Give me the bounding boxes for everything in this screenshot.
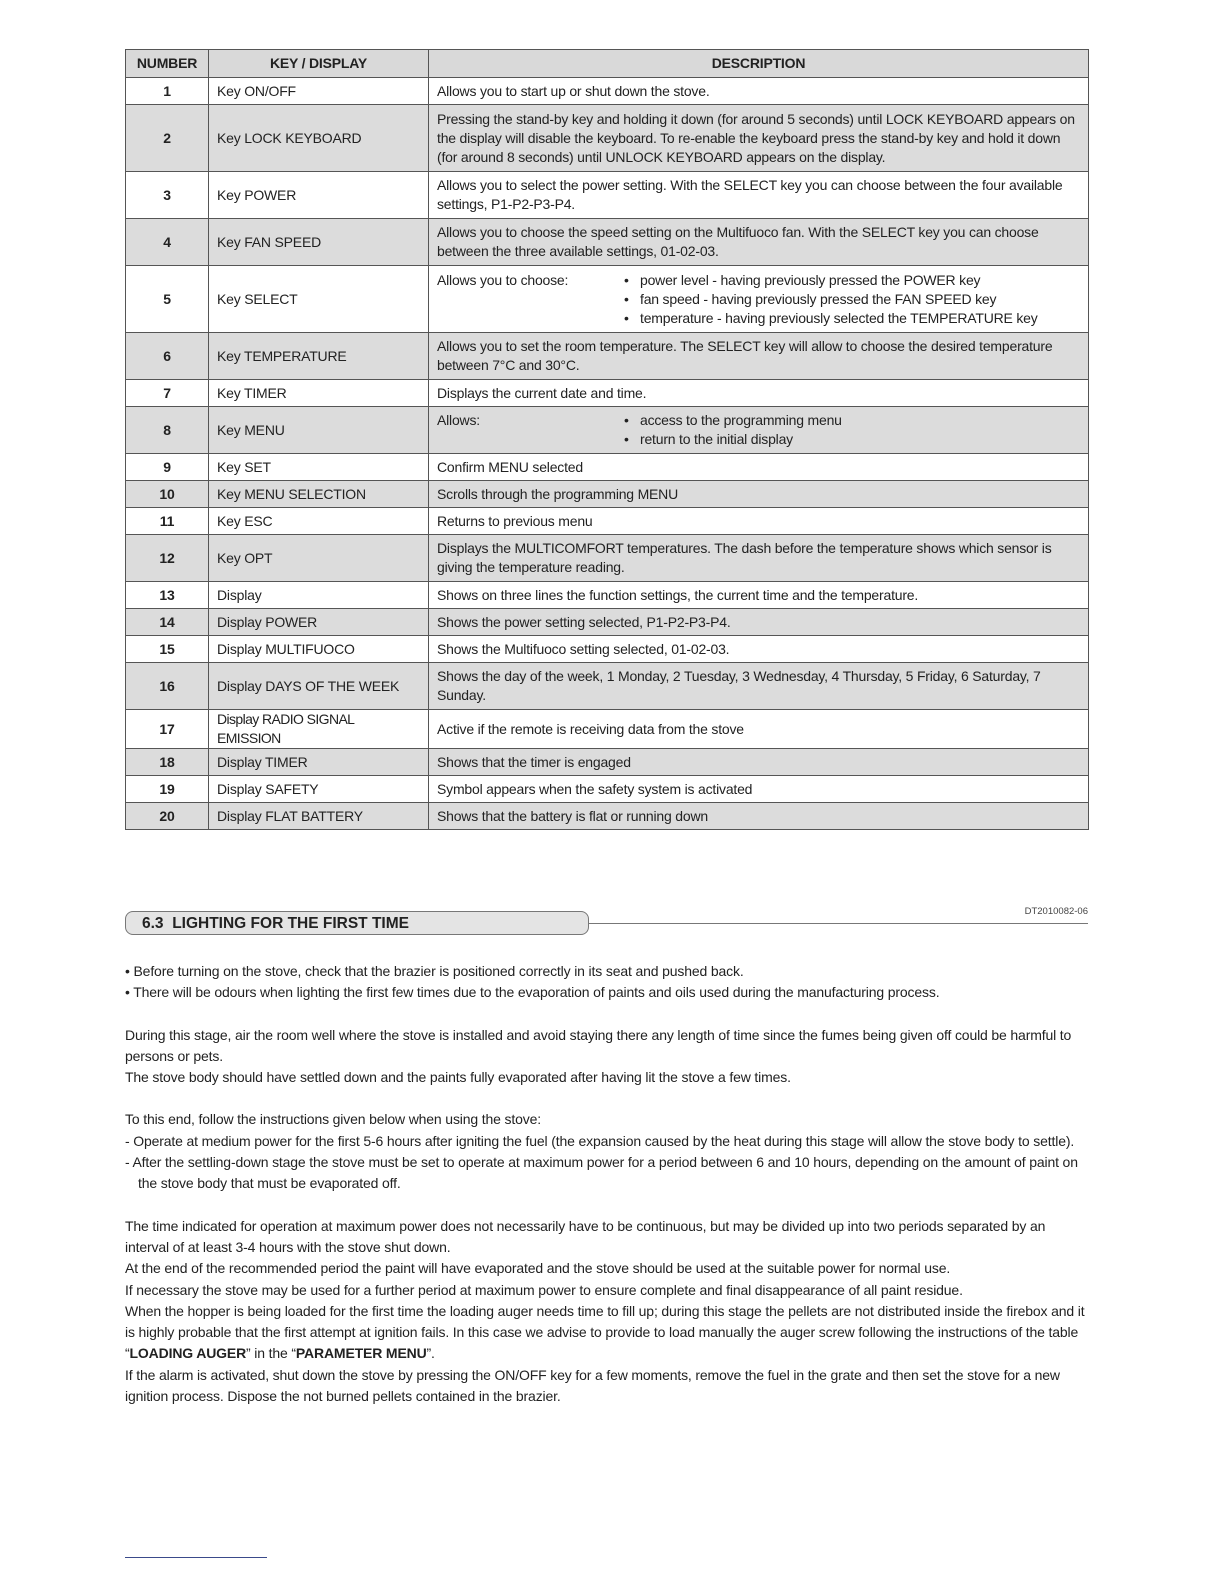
table-row <box>126 582 1089 609</box>
section-rule <box>589 923 1088 924</box>
row-key: Key SET <box>209 454 429 481</box>
table-row <box>126 172 1089 219</box>
row-description: Allows you to select the power setting. With the SELECT key you can choose between the four available settings, P1-P2-P3-P4. <box>429 172 1089 219</box>
section-number: 6.3 <box>142 915 164 932</box>
row-number: 15 <box>126 636 209 663</box>
row-key: Display MULTIFUOCO <box>209 636 429 663</box>
row-number: 19 <box>126 776 209 803</box>
table-row <box>126 776 1089 803</box>
table-row <box>126 454 1089 481</box>
row-key: Key TEMPERATURE <box>209 333 429 380</box>
row-description: Shows the day of the week, 1 Monday, 2 Tuesday, 3 Wednesday, 4 Thursday, 5 Friday, 6 Saturday, 7 Sunday. <box>429 663 1089 710</box>
bullet-paragraph: • Before turning on the stove, check that the brazier is positioned correctly in its seat and pushed back. <box>125 963 744 979</box>
row-description <box>429 266 1089 333</box>
row-key: Key ON/OFF <box>209 78 429 105</box>
row-key: Key LOCK KEYBOARD <box>209 105 429 172</box>
footnote-rule <box>125 1557 267 1558</box>
paragraph: The time indicated for operation at maximum power does not necessarily have to be continuous, but may be divided up into two periods separated by an interval of at least 3-4 hours with the stove shut down. <box>125 1217 1046 1255</box>
row-description <box>429 407 1089 454</box>
row-key: Display POWER <box>209 609 429 636</box>
list-item: • fan speed - having previously pressed the FAN SPEED key <box>622 290 1038 309</box>
row-description: Displays the MULTICOMFORT temperatures. The dash before the temperature shows which sensor is giving the temperature reading. <box>429 535 1089 582</box>
section-title-box <box>125 911 589 935</box>
row-number: 7 <box>126 380 209 407</box>
row-number: 10 <box>126 481 209 508</box>
table-row <box>126 803 1089 830</box>
row-number: 14 <box>126 609 209 636</box>
choose-lead: Allows you to choose: <box>437 271 569 288</box>
paragraph: At the end of the recommended period the paint will have evaporated and the stove should be used at the suitable power for normal use. <box>125 1260 951 1277</box>
row-description: Pressing the stand-by key and holding it down (for around 5 seconds) until LOCK KEYBOARD appears on the display will disable the keyboard. To re-enable the keyboard press the stand-by key and hold it down (for around 8 seconds) until UNLOCK KEYBOARD appears on the display. <box>429 105 1089 172</box>
list-item: • return to the initial display <box>622 430 842 449</box>
paragraph-text: When the hopper is being loaded for the first time the loading auger needs time to fill up; during this stage the pellets are not distributed inside the firebox and it is highly probable that the first attempt at ignition fails. In this case we advise to provide to load manually the auger screw following the instructions of the table “ <box>125 1302 1085 1362</box>
row-key: Display SAFETY <box>209 776 429 803</box>
paragraph-text: ”. <box>426 1345 435 1362</box>
table-row <box>126 663 1089 710</box>
table-row <box>126 636 1089 663</box>
paragraph <box>125 1301 1088 1365</box>
table-row <box>126 266 1089 333</box>
row-description: Scrolls through the programming MENU <box>429 481 1089 508</box>
section-heading <box>125 906 1088 937</box>
row-key: Key SELECT <box>209 266 429 333</box>
paragraph: The stove body should have settled down and the paints fully evaporated after having lit the stove a few times. <box>125 1069 791 1086</box>
table-row <box>126 508 1089 535</box>
allows-lead: Allows: <box>437 412 480 428</box>
row-key: Display DAYS OF THE WEEK <box>209 663 429 710</box>
row-description: Active if the remote is receiving data from the stove <box>429 710 1089 749</box>
paragraph: If the alarm is activated, shut down the stove by pressing the ON/OFF key for a few moments, remove the fuel in the grate and then set the stove for a new ignition process. Dispose the not burned pellets contained in the brazier. <box>125 1366 1060 1405</box>
table-header-row <box>126 50 1089 78</box>
row-description: Allows you to choose the speed setting on the Multifuoco fan. With the SELECT key you can choose between the three available settings, 01-02-03. <box>429 219 1089 266</box>
row-description: Shows the Multifuoco setting selected, 01-02-03. <box>429 636 1089 663</box>
paragraph-text: ” in the “ <box>246 1345 296 1362</box>
row-number: 20 <box>126 803 209 830</box>
row-number: 9 <box>126 454 209 481</box>
section-title: LIGHTING FOR THE FIRST TIME <box>172 915 409 932</box>
section-body <box>125 961 1088 1407</box>
row-description: Shows that the timer is engaged <box>429 749 1089 776</box>
row-key: Key MENU SELECTION <box>209 481 429 508</box>
choose-list <box>622 271 1038 328</box>
row-key: Display TIMER <box>209 749 429 776</box>
list-item: • power level - having previously pressed the POWER key <box>622 271 1038 290</box>
row-number: 3 <box>126 172 209 219</box>
row-description: Symbol appears when the safety system is activated <box>429 776 1089 803</box>
table-row <box>126 219 1089 266</box>
row-description: Shows that the battery is flat or running down <box>429 803 1089 830</box>
row-number: 1 <box>126 78 209 105</box>
row-description: Confirm MENU selected <box>429 454 1089 481</box>
row-key: Key POWER <box>209 172 429 219</box>
row-description: Allows you to start up or shut down the stove. <box>429 78 1089 105</box>
row-description: Returns to previous menu <box>429 508 1089 535</box>
paragraph: To this end, follow the instructions given below when using the stove: <box>125 1111 541 1128</box>
table-row <box>126 749 1089 776</box>
row-number: 18 <box>126 749 209 776</box>
table-row <box>126 535 1089 582</box>
row-number: 6 <box>126 333 209 380</box>
allows-list <box>622 411 842 449</box>
table-row <box>126 105 1089 172</box>
header-key-display: KEY / DISPLAY <box>209 50 429 78</box>
row-key: Key FAN SPEED <box>209 219 429 266</box>
table-row <box>126 609 1089 636</box>
bullet-paragraph: • There will be odours when lighting the first few times due to the evaporation of paints and oils used during the manufacturing process. <box>125 984 940 1001</box>
paragraph: During this stage, air the room well where the stove is installed and avoid staying there any length of time since the fumes being given off could be harmful to persons or pets. <box>125 1026 1072 1064</box>
table-row <box>126 481 1089 508</box>
list-item: • temperature - having previously selected the TEMPERATURE key <box>622 309 1038 328</box>
key-display-table <box>125 49 1089 830</box>
row-number: 16 <box>126 663 209 710</box>
row-number: 5 <box>126 266 209 333</box>
table-row <box>126 78 1089 105</box>
table-row <box>126 710 1089 749</box>
row-key: Key MENU <box>209 407 429 454</box>
row-key: Key ESC <box>209 508 429 535</box>
row-key: Key OPT <box>209 535 429 582</box>
row-number: 13 <box>126 582 209 609</box>
row-description: Allows you to set the room temperature. The SELECT key will allow to choose the desired temperature between 7°C and 30°C. <box>429 333 1089 380</box>
table-row <box>126 407 1089 454</box>
list-item: • access to the programming menu <box>622 411 842 430</box>
header-description: DESCRIPTION <box>429 50 1089 78</box>
table-row <box>126 333 1089 380</box>
row-key: Display <box>209 582 429 609</box>
dash-item: - Operate at medium power for the first 5-6 hours after igniting the fuel (the expansion caused by the heat during this stage will allow the stove body to settle). <box>125 1132 1075 1149</box>
parameter-menu-ref: PARAMETER MENU <box>295 1345 427 1362</box>
row-number: 4 <box>126 219 209 266</box>
row-description: Displays the current date and time. <box>429 380 1089 407</box>
row-number: 17 <box>126 710 209 749</box>
dash-item: - After the settling-down stage the stove must be set to operate at maximum power for a period between 6 and 10 hours, depending on the amount of paint on the stove body that must be evaporated off. <box>125 1154 1078 1192</box>
row-number: 11 <box>126 508 209 535</box>
row-key: Display RADIO SIGNAL EMISSION <box>209 710 429 749</box>
row-description: Shows the power setting selected, P1-P2-P3-P4. <box>429 609 1089 636</box>
row-number: 2 <box>126 105 209 172</box>
loading-auger-ref: LOADING AUGER <box>129 1345 247 1362</box>
row-number: 8 <box>126 407 209 454</box>
row-number: 12 <box>126 535 209 582</box>
row-key: Key TIMER <box>209 380 429 407</box>
row-description: Shows on three lines the function settings, the current time and the temperature. <box>429 582 1089 609</box>
paragraph: If necessary the stove may be used for a further period at maximum power to ensure complete and final disappearance of all paint residue. <box>125 1281 963 1298</box>
document-code: DT2010082-06 <box>1024 906 1088 917</box>
table-row <box>126 380 1089 407</box>
row-key: Display FLAT BATTERY <box>209 803 429 830</box>
header-number: NUMBER <box>126 50 209 78</box>
